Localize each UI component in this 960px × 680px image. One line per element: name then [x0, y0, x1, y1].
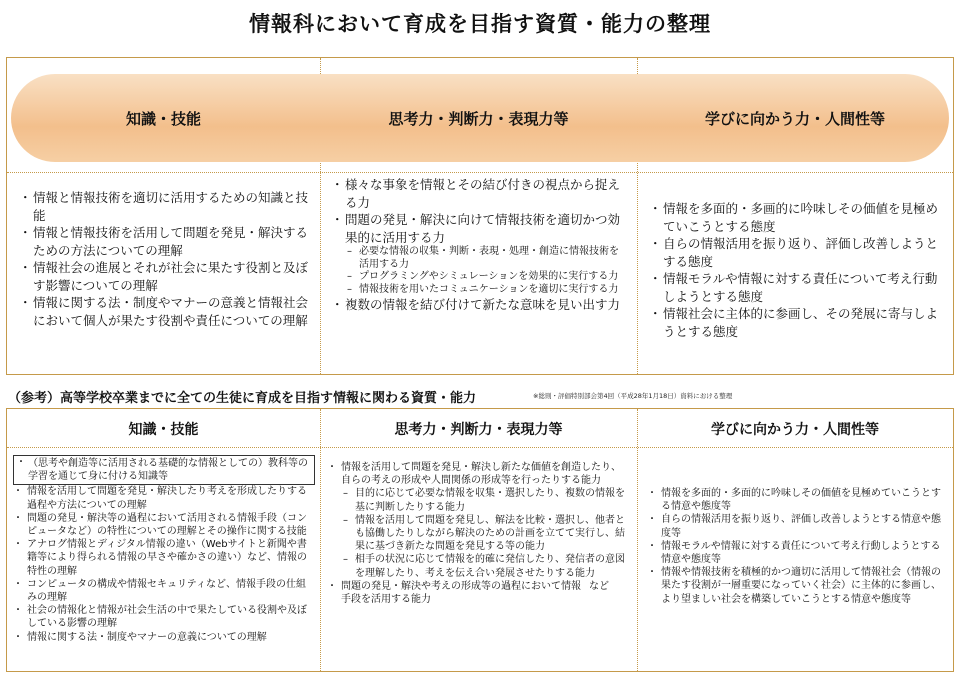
reference-title: （参考）高等学校卒業までに全ての生徒に育成を目指す情報に関わる資質・能力 [8, 391, 477, 406]
suffix-nado: など [589, 580, 609, 592]
header-thinking-judgment-expression: 思考力・判断力・表現力等 [388, 110, 569, 128]
sub-list-item: – プログラミングやシミュレーションを効果的に実行する力 [345, 271, 627, 284]
sub-list-item: – 必要な情報の収集・判断・表現・処理・創造に情報技術を活用する力 [345, 246, 627, 271]
top-col1-list [19, 189, 315, 329]
list-item: ・ 情報に関する法・制度やマナーの意義と情報社会において個人が果たす役割や責任についての理解 [19, 294, 315, 329]
list-item: ・ 情報社会の進展とそれが社会に果たす役割と及ぼす影響についての理解 [19, 259, 315, 294]
row-divider [7, 447, 953, 448]
list-item: ・ 情報と情報技術を適切に活用するための知識と技能 [19, 189, 315, 224]
sub-list [345, 246, 627, 296]
list-item: ・ 情報を活用して問題を発見・解決したり考えを形成したりする過程や方法についての理解 [13, 485, 315, 511]
list-item: ・ アナログ情報とディジタル情報の違い（Webサイトと新聞や書籍等により得られる情報の早さや確かさの違い）など、情報の特性の理解 [13, 538, 315, 578]
competency-table [6, 57, 954, 375]
header-thinking-judgment-expression: 思考力・判断力・表現力等 [394, 422, 563, 438]
list-item: ・ 情報や情報技術を積極的かつ適切に活用して情報社会（情報の果たす役割が一層重要になっていく社会）に主体的に参画し、より望ましい社会を構築していこうとする情意や態度等 [647, 566, 945, 606]
sub-list-item [341, 553, 627, 592]
list-item: ・ 問題の発見・解決等の過程において活用される情報手段（コンピュータなど）の特性についての理解とその操作に関する技能 [13, 512, 315, 538]
top-col3-list [649, 200, 945, 340]
list-item: ・ 様々な事象を情報とその結び付きの視点から捉える力 [331, 176, 627, 211]
list-item: ・ 情報を多面的・多画的に吟味しその価値を見極めていこうとする態度 [649, 200, 945, 235]
list-item: ・ 情報モラルや情報に対する責任について考え行動しようとする態度 [649, 270, 945, 305]
bottom-col1-list [13, 455, 315, 644]
list-item: ・ 情報に関する法・制度やマナーの意義についての理解 [13, 631, 315, 644]
bottom-col2-list [327, 461, 627, 606]
sub-list-item: – 目的に応じて必要な情報を収集・選択したり、複数の情報を基に判断したりする能力 [341, 487, 627, 513]
reference-table [6, 408, 954, 672]
top-col2-list [331, 176, 627, 314]
list-item: ・ 情報と情報技術を活用して問題を発見・解決するための方法についての理解 [19, 224, 315, 259]
list-item: ・ 情報モラルや情報に対する責任について考え行動しようとする情意や態度等 [647, 540, 945, 566]
reference-note: ※総則・評価特別部会第4回（平成28年1月18日）資料における整理 [533, 392, 733, 400]
list-item: ・ 問題の発見・解決や考えの形成等の過程において情報手段を活用する能力 [327, 580, 627, 606]
sub-list-item: – 情報を活用して問題を発見し、解法を比較・選択し、他者とも協働したりしながら解決のための計画を立てて実行し、結果に基づき新たな問題を発見する等の能力 [341, 514, 627, 554]
bottom-col3-list [647, 487, 945, 606]
header-knowledge-skills: 知識・技能 [125, 110, 201, 128]
column-divider [320, 409, 321, 671]
list-item: ・ 社会の情報化と情報が社会生活の中で果たしている役割や及ぼしている影響の理解 [13, 604, 315, 630]
list-item-text: 問題の発見・解決に向けて情報技術を適切かつ効果的に活用する力 [345, 212, 621, 245]
list-item [327, 461, 627, 592]
list-item-text: 情報を活用して問題を発見・解決し新たな価値を創造したり、自らの考えの形成や人間関係の形成等を行ったりする能力 [341, 462, 621, 487]
sub-list-item: – 情報技術を用いたコミュニケーションを適切に実行する力 [345, 284, 627, 297]
row-divider [7, 172, 953, 173]
sub-list-item-text: 相手の状況に応じて情報を的確に発信したり、発信者の意図を理解したり、考えを伝え合い発展させたりする能力 [355, 554, 625, 579]
list-item: ・ 情報社会に主体的に参画し、その発展に寄与しようとする態度 [649, 305, 945, 340]
page-title: 情報科において育成を目指す資質・能力の整理 [249, 12, 711, 36]
list-item: ・ 情報を多面的・多面的に吟味しその価値を見極めていこうとする情意や態度等 [647, 487, 945, 513]
header-knowledge-skills: 知識・技能 [128, 422, 199, 438]
list-item: ・ コンピュータの構成や情報セキュリティなど、情報手段の仕組みの理解 [13, 578, 315, 604]
list-item: ・ 自らの情報活用を振り返り、評価し改善しようとする態度 [649, 235, 945, 270]
column-divider [637, 409, 638, 671]
sub-list [341, 487, 627, 592]
header-learning-attitude: 学びに向かう力・人間性等 [704, 110, 885, 128]
header-learning-attitude: 学びに向かう力・人間性等 [711, 422, 879, 438]
list-item-boxed: ・ （思考や創造等に活用される基礎的な情報としての）教科等の学習を通じて身に付ける知識等 [13, 455, 315, 485]
list-item [331, 211, 627, 296]
list-item: ・ 自らの情報活用を振り返り、評価し改善しようとする情意や態度等 [647, 513, 945, 539]
list-item: ・ 複数の情報を結び付けて新たな意味を見い出す力 [331, 296, 627, 314]
